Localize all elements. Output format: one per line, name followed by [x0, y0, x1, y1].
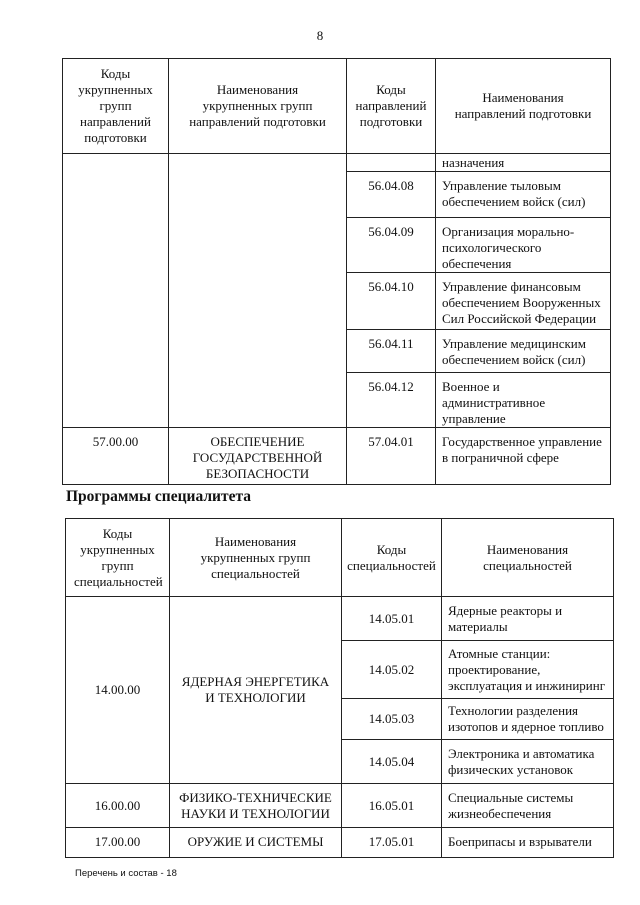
group-code: 57.00.00	[63, 428, 169, 485]
direction-code: 56.04.11	[347, 330, 436, 373]
specialty-code: 14.05.04	[342, 740, 442, 784]
table-row	[63, 428, 611, 485]
specialty-name: Специальные системы жизнеобеспечения	[442, 784, 614, 828]
group-name: ОБЕСПЕЧЕНИЕ ГОСУДАРСТВЕННОЙ БЕЗОПАСНОСТИ	[169, 428, 347, 485]
specialty-code: 14.05.01	[342, 597, 442, 641]
group-name: ОРУЖИЕ И СИСТЕМЫ	[170, 828, 342, 858]
header-group-name: Наименования укрупненных групп специальностей	[170, 519, 342, 597]
specialty-name: Атомные станции: проектирование, эксплуатация и инжиниринг	[442, 641, 614, 699]
direction-name: Организация морально-психологического обеспечения	[436, 218, 611, 273]
empty-group-code-cell	[63, 154, 169, 428]
direction-name: Управление финансовым обеспечением Вооруженных Сил Российской Федерации	[436, 273, 611, 330]
specialty-code: 14.05.03	[342, 699, 442, 740]
specialty-name: Ядерные реакторы и материалы	[442, 597, 614, 641]
direction-name: Военное и административное управление	[436, 373, 611, 428]
page-number: 8	[316, 28, 324, 43]
table-row	[66, 828, 614, 858]
direction-name: Управление медицинским обеспечением войск (сил)	[436, 330, 611, 373]
direction-code: 57.04.01	[347, 428, 436, 485]
table-row	[66, 784, 614, 828]
header-direction-code: Коды направлений подготовки	[347, 59, 436, 154]
table-header-row	[66, 519, 614, 597]
group-code: 16.00.00	[66, 784, 170, 828]
direction-code: 56.04.12	[347, 373, 436, 428]
footer-text: Перечень и состав - 18	[75, 868, 177, 879]
group-code: 14.00.00	[66, 597, 170, 784]
header-specialty-code: Коды специальностей	[342, 519, 442, 597]
table-header-row	[63, 59, 611, 154]
header-specialty-name: Наименования специальностей	[442, 519, 614, 597]
specialties-table	[65, 518, 614, 858]
group-code: 17.00.00	[66, 828, 170, 858]
header-direction-name: Наименования направлений подготовки	[436, 59, 611, 154]
specialty-name: Технологии разделения изотопов и ядерное топливо	[442, 699, 614, 740]
direction-code: 56.04.08	[347, 172, 436, 218]
specialty-code: 17.05.01	[342, 828, 442, 858]
table-row	[66, 597, 614, 641]
section-title: Программы специалитета	[66, 488, 252, 505]
specialty-name: Электроника и автоматика физических установок	[442, 740, 614, 784]
group-name: ЯДЕРНАЯ ЭНЕРГЕТИКА И ТЕХНОЛОГИИ	[170, 597, 342, 784]
specialty-name: Боеприпасы и взрыватели	[442, 828, 614, 858]
header-group-name: Наименования укрупненных групп направлений подготовки	[169, 59, 347, 154]
header-group-code: Коды укрупненных групп специальностей	[66, 519, 170, 597]
directions-table	[62, 58, 611, 485]
empty-group-name-cell	[169, 154, 347, 428]
direction-code: 56.04.09	[347, 218, 436, 273]
direction-name: Управление тыловым обеспечением войск (сил)	[436, 172, 611, 218]
header-group-code: Коды укрупненных групп направлений подготовки	[63, 59, 169, 154]
table-row	[63, 154, 611, 172]
direction-code: 56.04.10	[347, 273, 436, 330]
continuation-text: назначения	[436, 154, 611, 172]
specialty-code: 14.05.02	[342, 641, 442, 699]
group-name: ФИЗИКО-ТЕХНИЧЕСКИЕ НАУКИ И ТЕХНОЛОГИИ	[170, 784, 342, 828]
empty-code-cell	[347, 154, 436, 172]
direction-name: Государственное управление в пограничной сфере	[436, 428, 611, 485]
specialty-code: 16.05.01	[342, 784, 442, 828]
